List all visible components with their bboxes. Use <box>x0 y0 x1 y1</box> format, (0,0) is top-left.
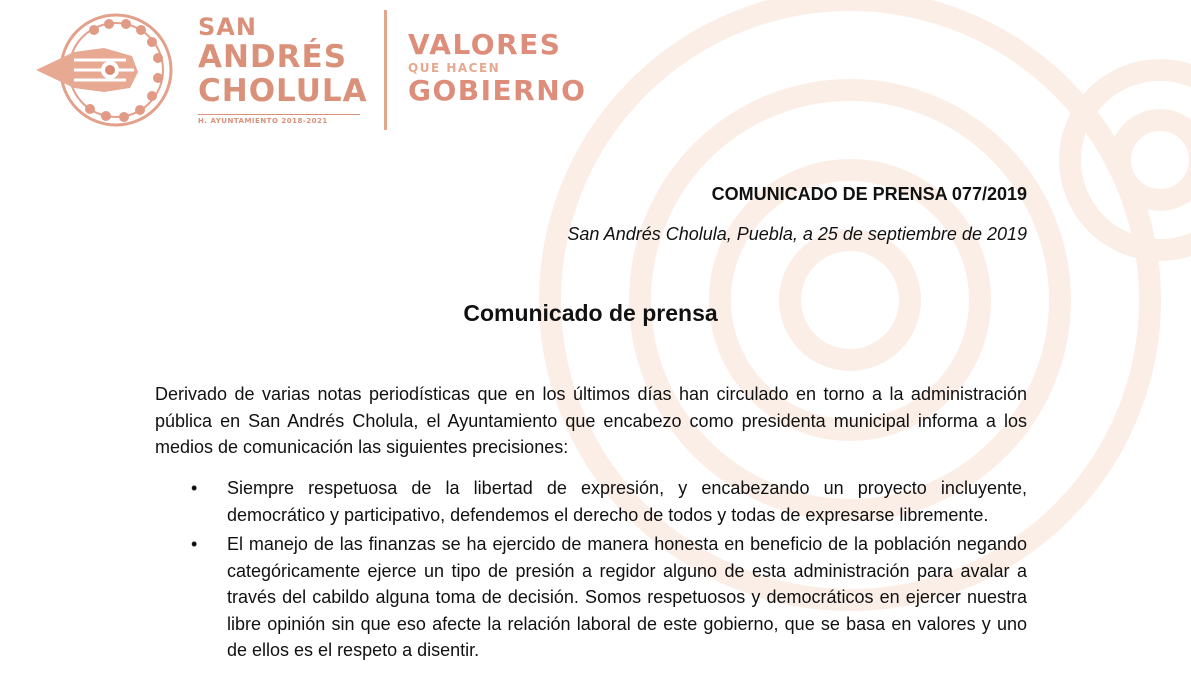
press-release-number: COMUNICADO DE PRENSA 077/2019 <box>711 184 1027 204</box>
slogan-line-2: QUE HACEN <box>408 61 501 75</box>
document-title: Comunicado de prensa <box>463 300 718 326</box>
slogan-line-1: VALORES <box>408 28 562 61</box>
bullet-icon: • <box>191 534 198 554</box>
list-item-text: El manejo de las finanzas se ha ejercido de manera honesta en beneficio de la población negando categóricamente ejerce un tipo de presión a regidor alguno de esta administración para avalar a través del cabildo alguna toma de decisión. Somos respetuosos y democráticos en ejercer nuestra libre opinión sin que eso afecte la relación laboral de este gobierno, que se basa en valores y uno de ellos es el respeto a disentir. <box>227 534 1027 660</box>
slogan <box>408 30 586 106</box>
logo-line-1: SAN <box>198 13 257 41</box>
logo-line-2: ANDRÉS <box>198 39 348 75</box>
bullet-icon: • <box>191 478 198 498</box>
logo-line-4: H. AYUNTAMIENTO 2018-2021 <box>198 114 360 125</box>
municipal-emblem-icon <box>34 12 176 130</box>
points-list <box>155 475 1027 667</box>
list-item <box>155 531 1027 664</box>
dateline: San Andrés Cholula, Puebla, a 25 de septiembre de 2019 <box>567 224 1027 244</box>
municipality-logo-text <box>198 14 368 125</box>
list-item <box>155 475 1027 528</box>
logo-line-3: CHOLULA <box>198 73 368 109</box>
logo-divider <box>384 10 387 130</box>
list-item-text: Siempre respetuosa de la libertad de expresión, y encabezando un proyecto incluyente, democrático y participativo, defendemos el derecho de todos y todas de expresarse libremente. <box>227 478 1027 525</box>
slogan-line-3: GOBIERNO <box>408 74 587 107</box>
intro-paragraph: Derivado de varias notas periodísticas que en los últimos días han circulado en torno a la administración pública en San Andrés Cholula, el Ayuntamiento que encabezo como presidenta municipal informa a los medios de comunicación las siguientes precisiones: <box>155 384 1027 457</box>
